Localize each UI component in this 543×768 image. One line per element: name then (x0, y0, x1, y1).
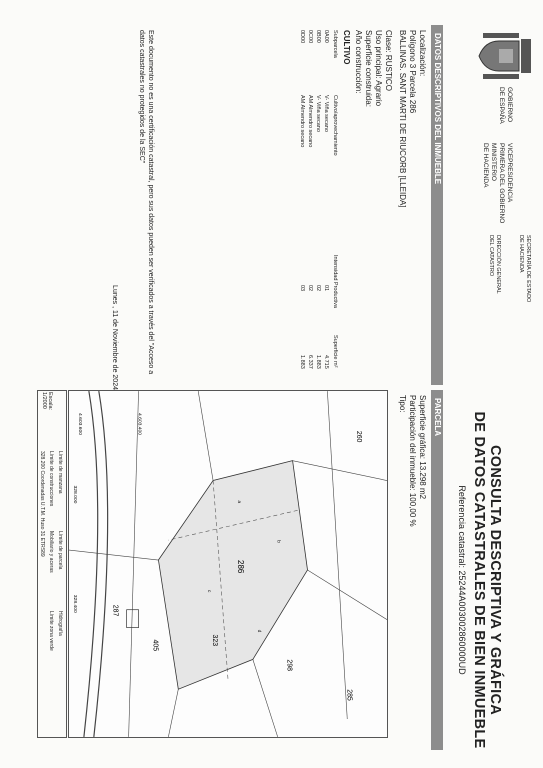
header-cell: Intensidad Productiva (332, 255, 338, 308)
map-legend (37, 390, 67, 738)
localizacion-line-2: BALLINAS. SANT MARTI DE RIUCORB [LLEIDA] (398, 30, 407, 208)
cell: 02 (315, 285, 321, 292)
scale-label: Escala: (47, 392, 53, 411)
legend-item: Límite de construcciones (48, 451, 54, 507)
title-line-1: CONSULTA DESCRIPTIVA Y GRÁFICA (487, 444, 503, 715)
header-cell: Superficie m² (332, 335, 338, 368)
map-sublabel: a (235, 500, 241, 504)
anio-construccion-label: Año construcción: (354, 30, 363, 94)
cell: AM Almendro secano (307, 95, 313, 148)
dir-line: DIRECCIÓN GENERAL (495, 235, 501, 294)
gov-line: GOBIERNO (506, 87, 513, 123)
scale-box (41, 392, 53, 410)
uso-label: Uso principal: (374, 30, 383, 79)
legend-item: Hidrografía (57, 611, 63, 636)
map-sublabel: b (275, 540, 281, 543)
parcela-band: PARCELA (431, 390, 443, 750)
sup-grafica-value: 13.298 m2 (418, 461, 427, 500)
map-label: 298 (285, 659, 293, 671)
localizacion-line-1: Polígono 3 Parcela 286 (408, 30, 417, 114)
cell: 0B00 (315, 30, 321, 43)
legend-item: Límite de parcela (57, 531, 63, 570)
map-coord: 4.603.600 (76, 412, 82, 435)
table-row (314, 25, 322, 385)
cell: V- Viña secano (323, 95, 329, 132)
map-label: 287 (111, 604, 119, 617)
header-cell: Cultivo/aprovechamiento (332, 95, 338, 156)
title-line-2: DE DATOS CATASTRALES DE BIEN INMUEBLE (471, 411, 487, 749)
map-label: 323 (211, 634, 219, 647)
coat-of-arms-icon (475, 31, 533, 81)
ministry-label (481, 143, 513, 223)
uso-row (373, 30, 383, 106)
sec-line: SECRETARÍA DE ESTADO (525, 235, 531, 303)
uso-value: Agrario (374, 80, 383, 107)
cell: 6.337 (307, 355, 313, 369)
cadastral-map (68, 390, 388, 738)
map-label: 260 (355, 430, 363, 443)
referencia-catastral (457, 430, 467, 730)
cell: 4.715 (323, 355, 329, 369)
legend-item: Mobiliario y aceras (48, 531, 54, 573)
participacion-row (407, 395, 417, 527)
cell: 02 (307, 285, 313, 292)
map-coord: 328.000 (71, 485, 77, 504)
legend-item: Límite zona verde (48, 611, 54, 651)
sec-line: DE HACIENDA (518, 235, 524, 273)
table-row (306, 25, 314, 385)
table-row (298, 25, 306, 385)
cell: 0A00 (323, 30, 329, 43)
secretaria-label (517, 235, 531, 302)
sup-grafica-label: Superficie gráfica: (418, 395, 427, 460)
cell: V- Viña secano (315, 95, 321, 132)
cell: 1.883 (315, 355, 321, 369)
localizacion-label: Localización: (418, 30, 427, 77)
footnote (110, 30, 155, 390)
map-sublabel: d (255, 629, 261, 633)
superficie-grafica-row (417, 395, 427, 499)
vice-line: PRIMERA DEL GOBIERNO (498, 143, 505, 224)
map-coord: 328.400 (71, 594, 77, 613)
vice-line: MINISTERIO (490, 143, 497, 181)
map-sublabel: c (206, 589, 212, 593)
cell: 1.883 (299, 355, 305, 369)
clase-row (383, 30, 393, 91)
clase-value: RUSTICO (384, 54, 393, 91)
vice-line: DE HACIENDA (482, 143, 489, 188)
scale-value: 1/2000 (41, 392, 47, 409)
vice-line: VICEPRESIDENCIA (506, 143, 513, 203)
cultivo-title: CULTIVO (342, 30, 351, 65)
direccion-label (487, 235, 501, 294)
cell: 0C00 (307, 30, 313, 44)
footnote-date: Lunes , 11 de Noviembre de 2024 (111, 285, 118, 390)
coord-note: 328.200 Coordenadas U.T.M. Huso 31 ETRS89 (39, 451, 45, 557)
cell: 0D00 (299, 30, 305, 44)
footnote-text: Este documento no es una certificación catastral, pero sus datos pueden ser verificados a través del "Acceso a datos catastrales no protegidos de la SEC" (138, 30, 154, 375)
map-label: 405 (151, 639, 159, 652)
map-drawing (69, 391, 387, 737)
map-coord: 4.603.400 (136, 412, 142, 435)
datos-descriptivos-band: DATOS DESCRIPTIVOS DEL INMUEBLE (431, 25, 443, 385)
dir-line: DEL CATASTRO (488, 235, 494, 277)
table-row (322, 25, 330, 385)
map-label: 286 (235, 560, 245, 574)
cell: 01 (323, 285, 329, 292)
tipo-label: Tipo: (398, 395, 407, 413)
cell: AM Almendro secano (299, 95, 305, 148)
header-cell: Subparcela (332, 30, 338, 58)
clase-label: Clase: (384, 30, 393, 53)
participacion-label: Participación del inmueble: (408, 395, 417, 491)
map-label: 285 (345, 689, 353, 701)
legend-item: Límite de manzana (57, 451, 63, 494)
cultivo-header-row (331, 25, 339, 385)
gobierno-label (497, 87, 513, 124)
superficie-construida-label: Superficie construida: (364, 30, 373, 107)
cell: 03 (299, 285, 305, 292)
ref-value: 25244A003002860000UD (457, 570, 467, 675)
participacion-value: 100,00 % (408, 492, 417, 527)
document-title (471, 400, 503, 760)
gov-line: DE ESPAÑA (498, 87, 505, 124)
ref-label: Referencia catastral: (457, 485, 467, 568)
